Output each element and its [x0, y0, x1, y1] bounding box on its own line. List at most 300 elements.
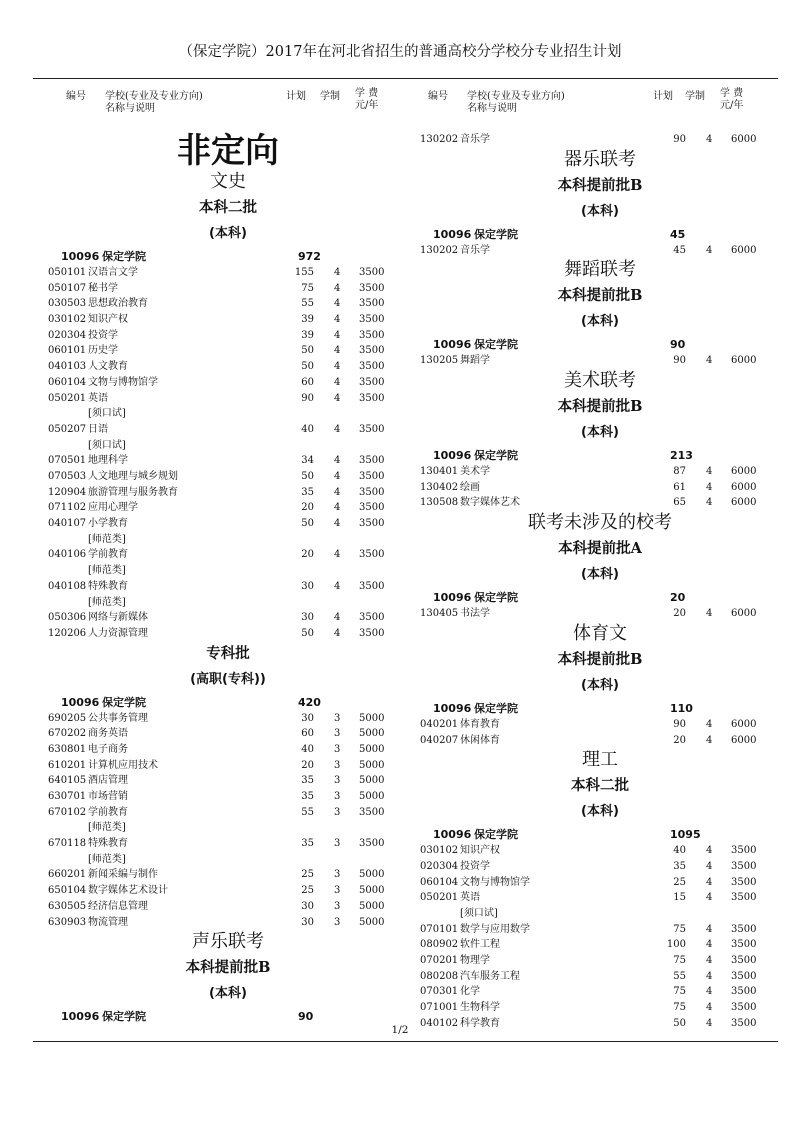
program-row	[420, 480, 780, 496]
header-code: 编号	[428, 91, 448, 102]
program-fee: 6000	[731, 481, 757, 493]
program-name: 人力资源管理	[88, 627, 148, 639]
program-row	[48, 547, 408, 578]
program-years: 4	[706, 355, 713, 367]
program-row	[48, 516, 408, 547]
program-plan: 20	[301, 759, 314, 771]
program-plan: 30	[301, 612, 314, 624]
program-name: 小学教育	[88, 518, 128, 530]
program-fee: 6000	[731, 355, 757, 367]
program-years: 4	[334, 329, 341, 341]
program-note: [师范类]	[88, 822, 126, 834]
program-plan: 50	[301, 627, 314, 639]
header-school-line2: 名称与说明	[105, 103, 155, 114]
program-name: 特殊教育	[88, 838, 128, 850]
program-code: 120206	[48, 627, 87, 639]
program-name: 数字媒体艺术	[460, 497, 520, 509]
program-years: 4	[706, 244, 713, 256]
program-row	[420, 733, 780, 749]
school-row	[420, 336, 780, 353]
program-plan: 45	[673, 244, 686, 256]
program-name: 美术学	[460, 466, 490, 478]
program-name: 新闻采编与制作	[88, 869, 158, 881]
school-row	[48, 694, 408, 711]
program-name: 物流管理	[88, 916, 128, 928]
program-code: 040103	[48, 361, 87, 373]
program-years: 3	[334, 759, 341, 771]
program-years: 4	[706, 892, 713, 904]
program-years: 4	[334, 376, 341, 388]
school-row	[420, 826, 780, 843]
program-name: 投资学	[88, 329, 118, 341]
program-row	[420, 606, 780, 622]
school-total: 110	[670, 701, 693, 715]
program-code: 640105	[48, 775, 87, 787]
program-years: 4	[334, 314, 341, 326]
program-plan: 25	[301, 869, 314, 881]
program-years: 4	[706, 860, 713, 872]
program-code: 650104	[48, 885, 87, 897]
program-note: [师范类]	[88, 533, 126, 545]
program-code: 040102	[420, 1017, 459, 1029]
school-total: 90	[298, 1010, 314, 1024]
program-name: 人文地理与城乡规划	[88, 470, 178, 482]
program-plan: 75	[301, 282, 314, 294]
program-row	[420, 717, 780, 733]
program-name: 学前教育	[88, 806, 128, 818]
column-header	[420, 88, 780, 124]
school-total: 420	[298, 695, 321, 709]
program-name: 地理科学	[88, 455, 128, 467]
program-code: 080902	[420, 939, 459, 951]
level-title: (本科)	[581, 677, 619, 693]
program-years: 4	[706, 608, 713, 620]
program-years: 3	[334, 791, 341, 803]
program-code: 040107	[48, 518, 87, 530]
program-fee: 6000	[731, 466, 757, 478]
program-years: 4	[334, 455, 341, 467]
program-years: 4	[706, 1017, 713, 1029]
program-years: 3	[334, 916, 341, 928]
program-fee: 5000	[359, 728, 385, 740]
program-code: 130205	[420, 355, 459, 367]
school-code: 10096	[433, 701, 472, 715]
program-row	[420, 1000, 780, 1016]
program-name: 知识产权	[88, 314, 128, 326]
program-code: 120904	[48, 486, 87, 498]
program-code: 660201	[48, 869, 87, 881]
program-plan: 30	[301, 900, 314, 912]
program-row	[48, 500, 408, 516]
program-row	[420, 875, 780, 891]
school-code: 10096	[433, 591, 472, 605]
program-name: 文物与博物馆学	[88, 376, 158, 388]
program-plan: 30	[301, 712, 314, 724]
program-years: 4	[706, 497, 713, 509]
batch-title: 专科批	[206, 644, 250, 662]
program-plan: 35	[673, 860, 686, 872]
program-row	[48, 805, 408, 836]
batch-title: 本科提前批B	[557, 287, 643, 305]
batch-title: 本科提前批B	[185, 959, 271, 977]
program-fee: 3500	[731, 860, 757, 872]
program-plan: 87	[673, 466, 686, 478]
program-row	[48, 391, 408, 422]
program-code: 040207	[420, 734, 459, 746]
program-fee: 6000	[731, 134, 757, 145]
program-fee: 3500	[731, 845, 757, 857]
program-years: 4	[334, 298, 341, 310]
batch-title: 本科提前批B	[557, 176, 643, 194]
program-name: 科学教育	[460, 1017, 500, 1029]
program-name: 软件工程	[460, 939, 500, 951]
program-years: 4	[706, 734, 713, 746]
program-name: 日语	[88, 423, 108, 435]
right-column	[420, 88, 780, 1028]
program-plan: 39	[301, 314, 314, 326]
level-title: (本科)	[581, 425, 619, 441]
header-code: 编号	[66, 91, 86, 102]
program-plan: 20	[673, 734, 686, 746]
program-row	[48, 265, 408, 281]
program-row	[420, 984, 780, 1000]
school-row	[420, 226, 780, 243]
bottom-rule	[33, 1041, 778, 1042]
program-row	[48, 312, 408, 328]
program-name: 旅游管理与服务教育	[88, 486, 178, 498]
program-code: 060101	[48, 345, 87, 357]
program-years: 3	[334, 838, 341, 850]
school-name: 保定学院	[474, 449, 518, 463]
program-code: 020304	[420, 860, 459, 872]
program-name: 物理学	[460, 955, 490, 967]
batch-title: 本科二批	[571, 777, 629, 795]
subject-title: 声乐联考	[192, 931, 264, 953]
program-code: 690205	[48, 712, 87, 724]
program-name: 数学与应用数学	[460, 923, 530, 935]
subject-title: 器乐联考	[564, 148, 636, 170]
program-row	[48, 742, 408, 758]
school-code: 10096	[433, 828, 472, 842]
program-fee: 5000	[359, 743, 385, 755]
program-plan: 35	[301, 486, 314, 498]
program-code: 070503	[48, 470, 87, 482]
program-code: 071001	[420, 1002, 459, 1014]
program-fee: 3500	[359, 502, 385, 514]
program-row	[420, 859, 780, 875]
program-code: 070101	[420, 923, 459, 935]
program-plan: 35	[301, 775, 314, 787]
program-row	[48, 773, 408, 789]
program-row	[48, 281, 408, 297]
program-plan: 155	[294, 267, 314, 278]
program-plan: 75	[673, 1002, 686, 1014]
subject-title: 美术联考	[564, 370, 636, 392]
program-row	[48, 915, 408, 931]
program-plan: 20	[673, 608, 686, 620]
level-title: (本科)	[581, 203, 619, 219]
program-plan: 55	[673, 970, 686, 982]
program-plan: 34	[301, 455, 314, 467]
program-code: 040108	[48, 580, 87, 592]
program-plan: 15	[673, 892, 686, 904]
program-row	[420, 132, 780, 148]
program-row	[48, 579, 408, 610]
program-plan: 35	[301, 838, 314, 850]
program-row	[48, 836, 408, 867]
program-fee: 3500	[359, 345, 385, 357]
program-fee: 3500	[731, 986, 757, 998]
program-plan: 55	[301, 806, 314, 818]
program-name: 绘画	[460, 481, 480, 493]
program-years: 3	[334, 869, 341, 881]
program-plan: 25	[301, 885, 314, 897]
school-code: 10096	[433, 338, 472, 352]
program-note: [师范类]	[88, 596, 126, 608]
program-row	[48, 726, 408, 742]
program-plan: 75	[673, 923, 686, 935]
program-name: 经济信息管理	[88, 900, 148, 912]
program-note: [须口试]	[88, 439, 126, 451]
program-name: 休闲体育	[460, 734, 500, 746]
level-title: (本科)	[209, 986, 247, 1002]
program-code: 670118	[48, 838, 87, 850]
program-fee: 3500	[359, 627, 385, 639]
school-row	[48, 1008, 408, 1025]
program-years: 4	[334, 486, 341, 498]
program-row	[48, 883, 408, 899]
program-code: 130508	[420, 497, 459, 509]
program-name: 电子商务	[88, 743, 128, 755]
left-column-body	[48, 132, 408, 1025]
program-code: 050107	[48, 282, 87, 294]
program-years: 3	[334, 743, 341, 755]
program-name: 舞蹈学	[460, 355, 490, 367]
program-plan: 90	[673, 355, 686, 367]
program-note: [须口试]	[88, 408, 126, 420]
program-years: 4	[706, 481, 713, 493]
header-years: 学制	[685, 91, 705, 102]
program-row	[48, 359, 408, 375]
program-code: 040201	[420, 718, 459, 730]
school-row	[420, 447, 780, 464]
program-name: 体育教育	[460, 718, 500, 730]
page-title: （保定学院）2017年在河北省招生的普通高校分学校分专业招生计划	[178, 44, 622, 60]
program-years: 3	[334, 775, 341, 787]
header-fee-line1: 学 费	[720, 88, 744, 99]
program-code: 050207	[48, 423, 87, 435]
program-plan: 50	[301, 470, 314, 482]
program-row	[48, 453, 408, 469]
program-name: 英语	[88, 392, 108, 404]
school-name: 保定学院	[474, 828, 518, 842]
program-name: 化学	[460, 986, 480, 998]
header-fee-line2: 元/年	[355, 100, 379, 111]
program-code: 060104	[48, 376, 87, 388]
left-column	[48, 88, 408, 1028]
program-code: 630903	[48, 916, 87, 928]
school-code: 10096	[61, 250, 100, 263]
header-fee-line2: 元/年	[720, 100, 744, 111]
program-name: 汉语言文学	[88, 267, 138, 278]
school-total: 45	[670, 227, 686, 241]
program-plan: 39	[301, 329, 314, 341]
batch-title: 本科二批	[199, 199, 257, 216]
program-name: 投资学	[460, 860, 490, 872]
program-years: 3	[334, 728, 341, 740]
program-code: 670102	[48, 806, 87, 818]
program-years: 4	[706, 939, 713, 951]
program-row	[48, 711, 408, 727]
program-fee: 6000	[731, 497, 757, 509]
program-name: 思想政治教育	[88, 298, 148, 310]
program-name: 汽车服务工程	[460, 970, 520, 982]
program-years: 4	[706, 466, 713, 478]
program-code: 050306	[48, 612, 87, 624]
program-name: 公共事务管理	[88, 712, 148, 724]
program-fee: 5000	[359, 900, 385, 912]
batch-title: 本科提前批B	[557, 650, 643, 668]
subject-title: 体育文	[573, 622, 627, 644]
program-fee: 3500	[359, 549, 385, 561]
level-title: (本科)	[581, 567, 619, 583]
program-name: 书法学	[460, 608, 490, 620]
category-title: 非定向	[177, 131, 279, 171]
school-total: 90	[670, 338, 686, 352]
program-fee: 6000	[731, 608, 757, 620]
batch-title: 本科提前批A	[558, 540, 642, 558]
program-name: 应用心理学	[88, 502, 138, 514]
program-fee: 3500	[359, 806, 385, 818]
program-row	[48, 343, 408, 359]
program-code: 130202	[420, 244, 459, 256]
school-name: 保定学院	[474, 227, 518, 241]
program-row	[420, 243, 780, 259]
program-plan: 60	[301, 376, 314, 388]
column-header	[48, 88, 408, 124]
program-fee: 3500	[731, 955, 757, 967]
program-code: 610201	[48, 759, 87, 771]
program-code: 060104	[420, 876, 459, 888]
school-code: 10096	[61, 695, 100, 709]
school-total: 972	[298, 250, 321, 263]
program-row	[420, 969, 780, 985]
program-years: 4	[334, 502, 341, 514]
batch-title: 本科提前批B	[557, 398, 643, 416]
program-code: 130402	[420, 481, 459, 493]
level-title: (高职(专科))	[190, 671, 266, 687]
program-plan: 50	[301, 518, 314, 530]
program-fee: 3500	[731, 876, 757, 888]
program-name: 学前教育	[88, 549, 128, 561]
program-fee: 3500	[731, 1017, 757, 1029]
program-years: 4	[334, 580, 341, 592]
program-years: 4	[334, 518, 341, 530]
program-name: 历史学	[88, 345, 118, 357]
program-name: 酒店管理	[88, 775, 128, 787]
program-years: 3	[334, 712, 341, 724]
program-years: 4	[334, 470, 341, 482]
program-row	[48, 758, 408, 774]
program-fee: 3500	[359, 298, 385, 310]
program-years: 4	[334, 345, 341, 357]
program-row	[420, 353, 780, 369]
school-row	[420, 589, 780, 606]
program-fee: 5000	[359, 885, 385, 897]
program-plan: 30	[301, 916, 314, 928]
subject-title: 文史	[210, 171, 246, 192]
program-code: 040106	[48, 549, 87, 561]
program-code: 030503	[48, 298, 87, 310]
program-plan: 50	[301, 361, 314, 373]
program-code: 030102	[48, 314, 87, 326]
program-code: 071102	[48, 502, 87, 514]
program-fee: 3500	[359, 329, 385, 341]
program-code: 050201	[420, 892, 459, 904]
program-row	[420, 953, 780, 969]
program-fee: 3500	[359, 486, 385, 498]
program-fee: 3500	[359, 470, 385, 482]
program-years: 4	[706, 970, 713, 982]
program-row	[48, 867, 408, 883]
program-row	[48, 626, 408, 642]
school-code: 10096	[433, 227, 472, 241]
program-row	[48, 485, 408, 501]
program-plan: 40	[673, 845, 686, 857]
header-plan: 计划	[286, 91, 306, 102]
program-code: 070501	[48, 455, 87, 467]
program-plan: 50	[673, 1017, 686, 1029]
program-code: 630505	[48, 900, 87, 912]
program-years: 3	[334, 900, 341, 912]
program-years: 3	[334, 885, 341, 897]
program-fee: 3500	[359, 838, 385, 850]
subject-title: 联考未涉及的校考	[528, 512, 672, 534]
program-code: 030102	[420, 845, 459, 857]
program-years: 4	[706, 923, 713, 935]
program-years: 4	[706, 845, 713, 857]
program-name: 特殊教育	[88, 580, 128, 592]
program-fee: 3500	[731, 892, 757, 904]
program-fee: 5000	[359, 775, 385, 787]
subject-title: 理工	[582, 749, 618, 771]
program-fee: 3500	[359, 392, 385, 404]
program-years: 4	[706, 1002, 713, 1014]
program-code: 050101	[48, 267, 87, 278]
level-title: (本科)	[581, 804, 619, 820]
program-row	[420, 937, 780, 953]
program-fee: 3500	[731, 1002, 757, 1014]
program-name: 音乐学	[460, 244, 490, 256]
program-name: 知识产权	[460, 845, 500, 857]
program-years: 4	[706, 718, 713, 730]
program-fee: 3500	[359, 455, 385, 467]
program-name: 生物科学	[460, 1002, 500, 1014]
school-name: 保定学院	[102, 250, 146, 263]
program-name: 秘书学	[88, 282, 118, 294]
school-code: 10096	[433, 449, 472, 463]
program-code: 020304	[48, 329, 87, 341]
header-school-line1: 学校(专业及专业方向)	[105, 91, 203, 102]
program-fee: 3500	[359, 314, 385, 326]
program-fee: 3500	[359, 612, 385, 624]
program-years: 4	[334, 267, 341, 278]
program-code: 630701	[48, 791, 87, 803]
program-name: 市场营销	[88, 791, 128, 803]
program-years: 4	[706, 955, 713, 967]
program-years: 4	[334, 392, 341, 404]
school-total: 1095	[670, 828, 701, 842]
